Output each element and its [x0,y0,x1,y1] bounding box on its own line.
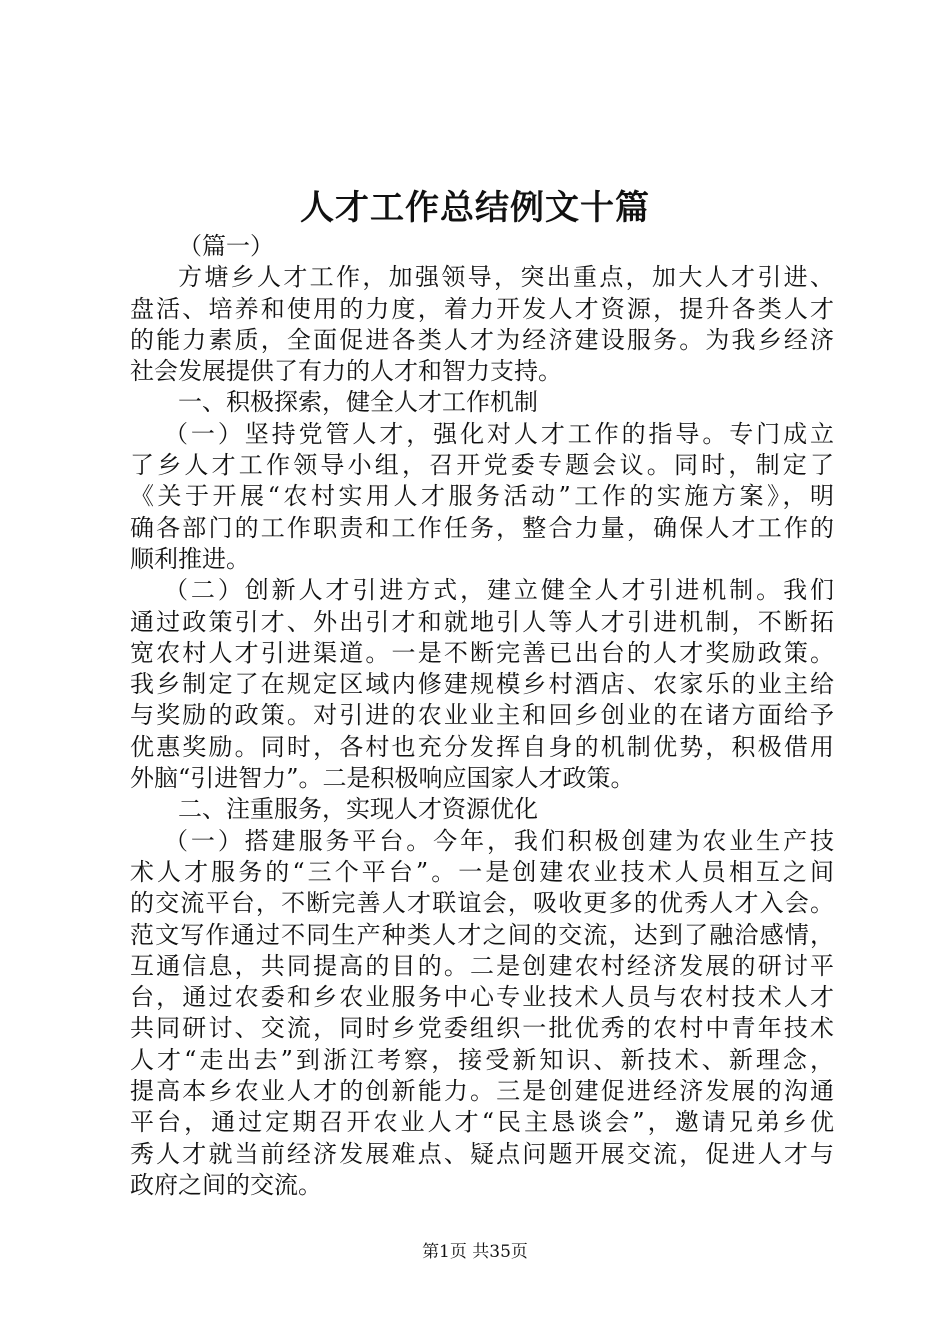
text-line: （一）坚持党管人才，强化对人才工作的指导。专门成立 [164,419,834,448]
text-line: 提高本乡农业人才的创新能力。三是创建促进经济发展的沟通 [130,1077,834,1106]
text-line: 共同研讨、交流，同时乡党委组织一批优秀的农村中青年技术 [130,1014,834,1043]
text-line: 台，通过农委和乡农业服务中心专业技术人员与农村技术人才 [130,983,834,1012]
text-line: （篇一） [178,232,274,260]
text-line: 确各部门的工作职责和工作任务，整合力量，确保人才工作的 [130,513,834,542]
text-line: 术人才服务的“三个平台”。一是创建农业技术人员相互之间 [130,857,834,886]
page-footer: 第1页 共35页 [422,1242,528,1262]
text-line: 的交流平台，不断完善人才联谊会，吸收更多的优秀人才入会。 [130,889,834,918]
text-line: 顺利推进。 [130,544,250,573]
document-body [130,231,834,1201]
text-line: 平台，通过定期召开农业人才“民主恳谈会”，邀请兄弟乡优 [130,1108,834,1137]
text-line: （一）搭建服务平台。今年，我们积极创建为农业生产技 [164,826,834,855]
text-line: 人才“走出去”到浙江考察，接受新知识、新技术、新理念， [130,1045,834,1074]
text-line: 互通信息，共同提高的目的。二是创建农村经济发展的研讨平 [130,951,834,980]
text-line: 通过政策引才、外出引才和就地引人等人才引进机制，不断拓 [130,607,834,636]
text-line: 的能力素质，全面促进各类人才为经济建设服务。为我乡经济 [130,325,834,354]
text-line: 社会发展提供了有力的人才和智力支持。 [130,357,562,386]
text-line: （二）创新人才引进方式，建立健全人才引进机制。我们 [164,576,834,605]
text-line: 优惠奖励。同时，各村也充分发挥自身的机制优势，积极借用 [130,732,834,761]
text-line: 秀人才就当前经济发展难点、疑点问题开展交流，促进人才与 [130,1139,834,1168]
text-line: 《关于开展“农村实用人才服务活动”工作的实施方案》，明 [130,482,834,511]
text-line: 了乡人才工作领导小组，召开党委专题会议。同时，制定了 [130,451,834,480]
text-line: 我乡制定了在规定区域内修建规模乡村酒店、农家乐的业主给 [130,670,834,699]
text-line: 方塘乡人才工作，加强领导，突出重点，加大人才引进、 [178,263,834,292]
text-line: 外脑“引进智力”。二是积极响应国家人才政策。 [130,764,635,793]
text-line: 盘活、培养和使用的力度，着力开发人才资源，提升各类人才 [130,294,834,323]
document-title: 人才工作总结例文十篇 [300,188,650,228]
text-line: 宽农村人才引进渠道。一是不断完善已出台的人才奖励政策。 [130,638,834,667]
text-line: 政府之间的交流。 [130,1170,322,1199]
text-line: 范文写作通过不同生产种类人才之间的交流，达到了融洽感情， [130,920,834,949]
text-line: 二、注重服务，实现人才资源优化 [178,795,538,824]
text-line: 与奖励的政策。对引进的农业业主和回乡创业的在诸方面给予 [130,701,834,730]
text-line: 一、积极探索，健全人才工作机制 [178,388,538,417]
